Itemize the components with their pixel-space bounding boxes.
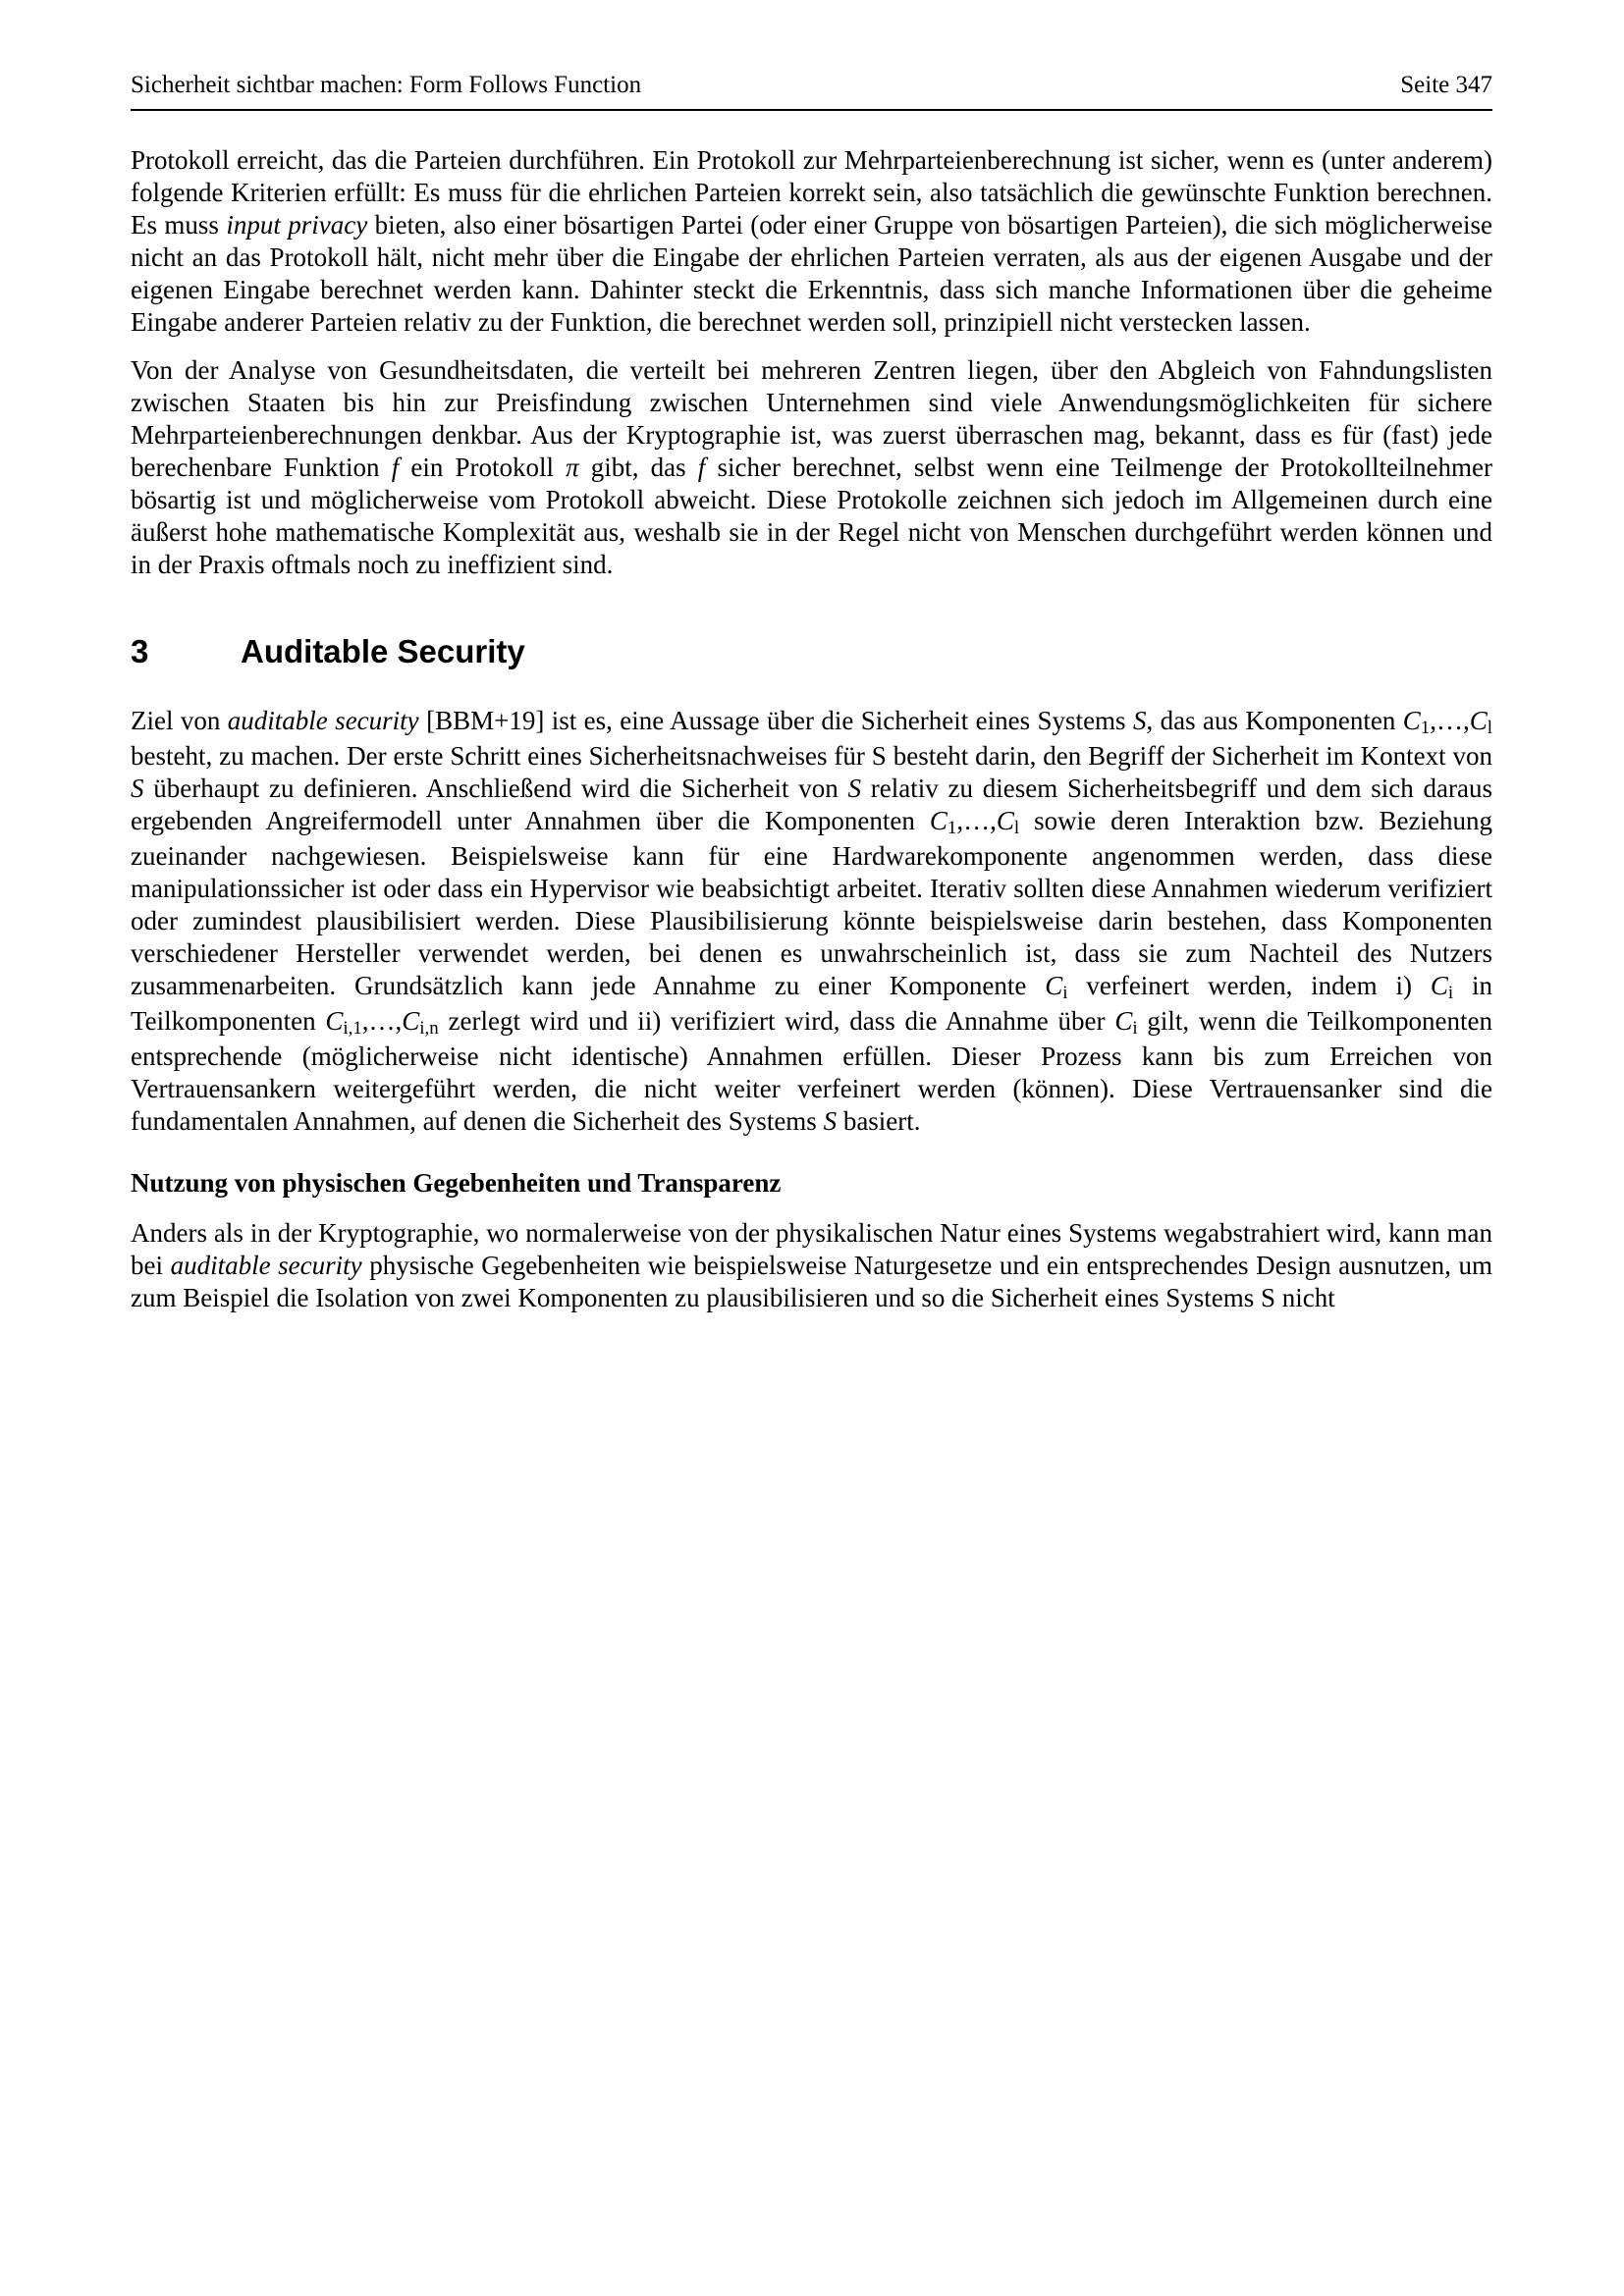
text-run: Protokoll erreicht, das die Parteien durchführen. Ein Protokoll zur Mehrparteienberechnung ist sicher, wenn es (unter anderem) folgende Kriterien erfüllt: Es muss für die ehrlichen Parteien korrekt sein, also tatsächlich die gewünschte Funktion berechnen. Es muss	[131, 145, 1492, 240]
text-run: physische Gegebenheiten wie beispielsweise Naturgesetze und ein entsprechendes Design ausnutzen, um zum Beispiel die Isolation von zwei Komponenten zu plausibilisieren und so die Sicherheit eines Systems S nicht	[131, 1251, 1492, 1312]
page-number: Seite 347	[1400, 72, 1492, 98]
text-run: ein Protokoll	[399, 453, 567, 482]
text-run: gibt, das	[578, 453, 698, 482]
text-run: in Teilkomponenten	[131, 971, 1492, 1036]
text-run: f	[391, 453, 400, 482]
paragraph-multiparty-criteria	[131, 144, 1492, 339]
text-run: i	[1132, 1018, 1138, 1040]
text-run: input privacy	[226, 210, 368, 240]
text-run: f	[697, 453, 706, 482]
text-run: C	[1469, 706, 1488, 735]
text-run: relativ zu diesem Sicherheitsbegriff und dem sich daraus ergebenden Angreifermodell unter Annahmen über die Komponenten	[131, 774, 1492, 835]
text-run: 1	[947, 818, 957, 839]
text-run: sicher berechnet, selbst wenn eine Teilmenge der Protokollteilnehmer bösartig ist und möglicherweise vom Protokoll abweicht. Diese Protokolle zeichnen sich jedoch im Allgemeinen durch eine äußerst hohe mathematische Komplexität aus, weshalb sie in der Regel nicht von Menschen durchgeführt werden können und in der Praxis oftmals noch zu ineffizient sind.	[131, 453, 1493, 579]
section-heading	[131, 632, 1492, 671]
text-run: ,…,	[1430, 706, 1470, 735]
page-header	[131, 71, 1492, 111]
text-run: [BBM+19] ist es, eine Aussage über die Sicherheit eines Systems	[418, 706, 1133, 735]
text-run: sowie deren Interaktion bzw. Beziehung zueinander nachgewiesen. Beispielsweise kann für eine Hardwarekomponente angenommen werden, dass diese manipulationssicher ist oder dass ein Hypervisor wie beabsichtigt arbeitet. Iterativ sollten diese Annahmen wiederum verifiziert oder zumindest plausibilisiert werden. Diese Plausibilisierung könnte beispielsweise darin bestehen, dass Komponenten verschiedener Hersteller verwendet werden, bei denen es unwahrscheinlich ist, dass sie zum Nachteil des Nutzers zusammenarbeiten. Grundsätzlich kann jede Annahme zu einer Komponente	[131, 806, 1492, 1000]
text-run: C	[996, 806, 1014, 835]
text-run: C	[1045, 971, 1063, 1000]
text-run: S	[1132, 706, 1147, 735]
running-title: Sicherheit sichtbar machen: Form Follows Function	[131, 72, 642, 98]
text-run: ,…,	[361, 1006, 403, 1036]
text-run: überhaupt zu definieren. Anschließend wird die Sicherheit von	[143, 774, 848, 803]
section-number: 3	[131, 633, 149, 669]
text-run: besteht, zu machen. Der erste Schritt eines Sicherheitsnachweises für S besteht darin, den Begriff der Sicherheit im Kontext von	[131, 741, 1492, 771]
text-run: gilt, wenn die Teilkomponenten entsprechende (möglicherweise nicht identische) Annahmen erfüllen. Dieser Prozess kann bis zum Erreichen von Vertrauensankern weitergeführt werden, die nicht weiter verfeinert werden (können). Diese Vertrauensanker sind die fundamentalen Annahmen, auf denen die Sicherheit des Systems	[131, 1006, 1492, 1136]
text-run: basiert.	[837, 1106, 921, 1136]
paragraph-physical-properties	[131, 1217, 1492, 1314]
text-run: verfeinert werden, indem i)	[1067, 971, 1431, 1000]
text-run: C	[1114, 1006, 1133, 1036]
text-run: i	[1062, 983, 1068, 1004]
text-run: auditable security	[227, 706, 419, 735]
text-run: π	[566, 453, 579, 482]
section-title: Auditable Security	[241, 633, 525, 669]
text-run: C	[325, 1006, 344, 1036]
paragraph-auditable-security	[131, 705, 1492, 1138]
text-run: Anders als in der Kryptographie, wo normalerweise von der physikalischen Natur eines Systems wegabstrahiert wird, kann man bei	[131, 1218, 1492, 1280]
text-run: Von der Analyse von Gesundheitsdaten, die verteilt bei mehreren Zentren liegen, über den Abgleich von Fahndungslisten zwischen Staaten bis hin zur Preisfindung zwischen Unternehmen sind viele Anwendungsmöglichkeiten für sichere Mehrparteienberechnungen denkbar. Aus der Kryptographie ist, was zuerst überraschen mag, bekannt, dass es für (fast) jede berechenbare Funktion	[131, 355, 1492, 482]
text-run: l	[1487, 718, 1493, 739]
text-run: i,1	[343, 1018, 362, 1040]
text-run: C	[929, 806, 947, 835]
text-run: i	[1447, 983, 1454, 1004]
text-run: 1	[1420, 718, 1431, 739]
text-run: S	[823, 1106, 838, 1136]
text-run: S	[131, 774, 144, 803]
text-run: C	[402, 1006, 420, 1036]
text-run: zerlegt wird und ii) verifiziert wird, dass die Annahme über	[438, 1006, 1115, 1036]
text-run: , das aus Komponenten	[1146, 706, 1403, 735]
text-run: bieten, also einer bösartigen Partei (oder einer Gruppe von bösartigen Parteien), die sich möglicherweise nicht an das Protokoll hält, nicht mehr über die Eingabe der ehrlichen Parteien verraten, als aus der eigenen Ausgabe und der eigenen Eingabe berechnet werden kann. Dahinter steckt die Erkenntnis, dass sich manche Informationen über die geheime Eingabe anderer Parteien relativ zu der Funktion, die berechnet werden soll, prinzipiell nicht verstecken lassen.	[131, 210, 1492, 337]
page-body	[131, 144, 1492, 1314]
text-run: i,n	[419, 1018, 439, 1040]
text-run: l	[1013, 818, 1020, 839]
text-run: C	[1402, 706, 1421, 735]
text-run: auditable security	[170, 1251, 362, 1280]
text-run: Ziel von	[131, 706, 228, 735]
text-run: S	[847, 774, 861, 803]
text-run: C	[1430, 971, 1448, 1000]
text-run: ,…,	[956, 806, 997, 835]
subsection-heading: Nutzung von physischen Gegebenheiten und Transparenz	[131, 1168, 782, 1198]
paragraph-applications-protocols	[131, 354, 1492, 581]
